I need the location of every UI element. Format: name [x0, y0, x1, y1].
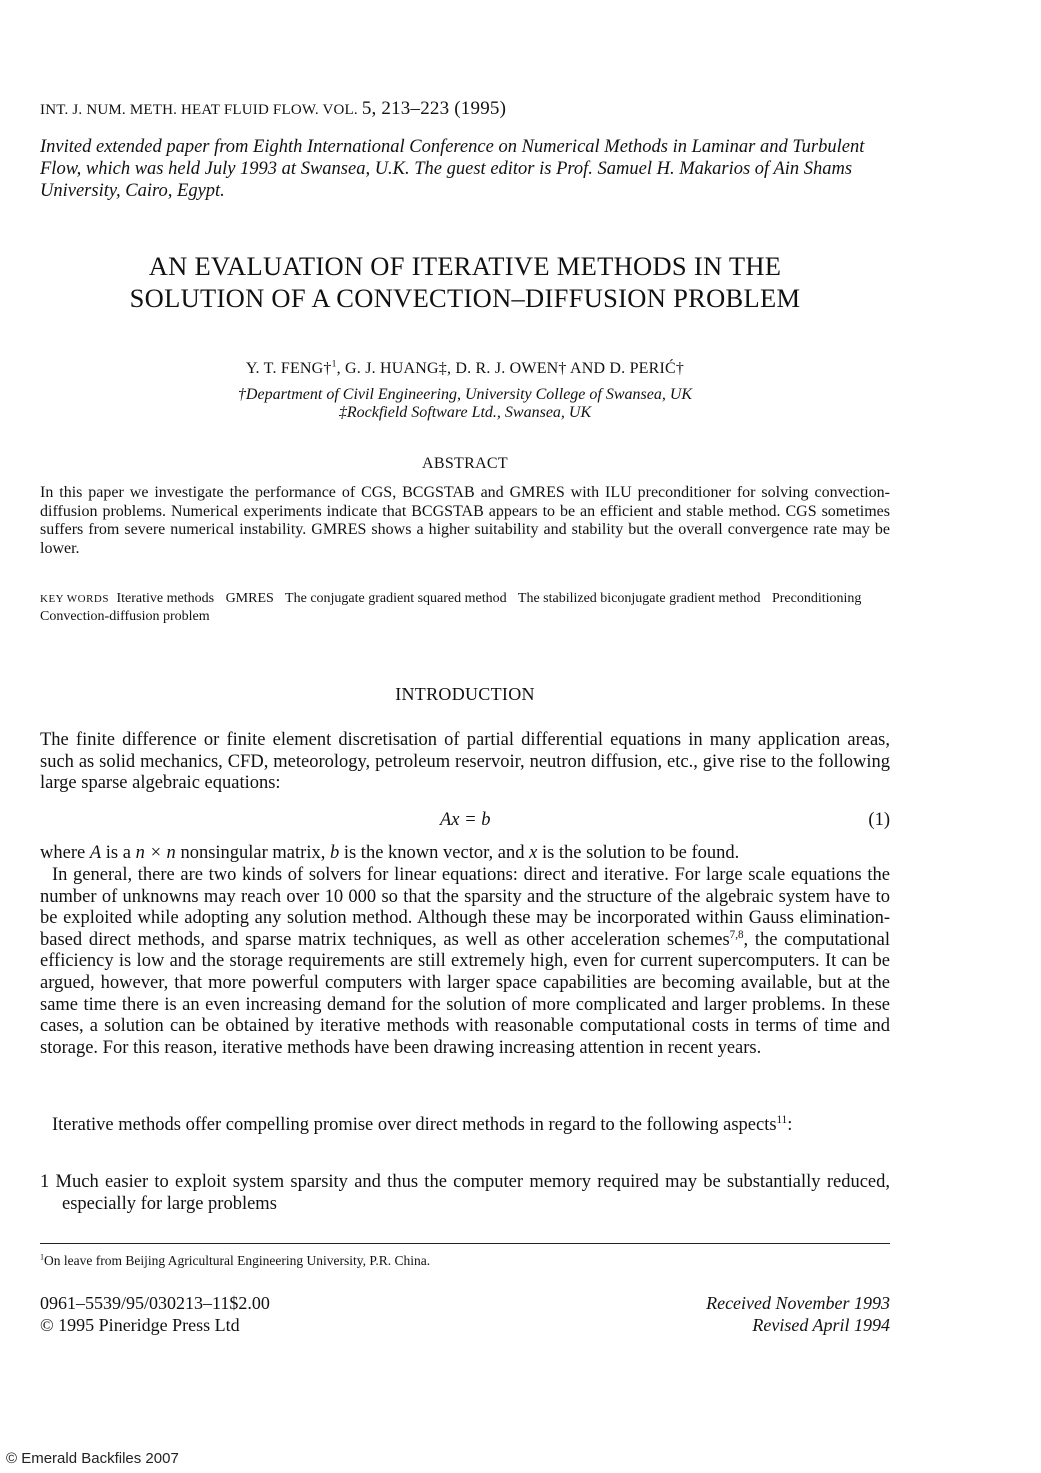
keyword: GMRES — [225, 591, 274, 606]
keyword: Iterative methods — [116, 591, 215, 606]
math-var: b — [329, 843, 340, 863]
citation: 11 — [776, 1113, 788, 1126]
math-var: A — [89, 843, 102, 863]
authors — [40, 360, 890, 378]
text-run: : — [787, 1115, 793, 1135]
text-run: In general, there are two kinds of solvers for linear equations: direct and iterative. For large scale equations the number of unknowns may reach over 10 000 so that the sparsity and the structure of the algebraic system have to be exploited while adopting any solution method. Although these may be incorporated within Gauss elimination-based direct methods, and sparse matrix techniques, as well as other acceleration schemes — [40, 865, 890, 950]
affiliation-swansea: †Department of Civil Engineering, University College of Swansea, UK — [237, 386, 693, 403]
affiliation-rockfield: ‡Rockfield Software Ltd., Swansea, UK — [338, 404, 592, 421]
footnote-mark: 1 — [40, 1252, 45, 1262]
list-item: 1 Much easier to exploit system sparsity and thus the computer memory required may be substantially reduced, especially for large problems — [40, 1172, 890, 1214]
intro-paragraph-4 — [40, 1115, 890, 1137]
footnote-text: On leave from Beijing Agricultural Engineering University, P.R. China. — [44, 1253, 431, 1268]
affiliations — [40, 386, 890, 422]
footnote-divider — [40, 1243, 890, 1244]
revised-date: Revised April 1994 — [752, 1315, 890, 1335]
journal-reference — [40, 98, 506, 120]
paper-title — [40, 250, 890, 314]
intro-paragraph-3 — [40, 865, 890, 1059]
intro-paragraph-1: The finite difference or finite element discretisation of partial differential equations in many application areas, such as solid mechanics, CFD, meteorology, petroleum reservoir, neutron diffusion, etc., give rise to the following large sparse algebraic equations: — [40, 730, 890, 794]
author-1-footnote-mark: 1 — [331, 358, 337, 370]
equation-number: (1) — [868, 810, 890, 830]
math-var: x — [529, 843, 538, 863]
dates — [540, 1292, 890, 1336]
title-line-2: SOLUTION OF A CONVECTION–DIFFUSION PROBLEM — [129, 283, 801, 313]
author-1: Y. T. FENG† — [245, 360, 332, 377]
text-run: is a — [101, 843, 136, 863]
invited-note: Invited extended paper from Eighth International Conference on Numerical Methods in Laminar and Turbulent Flow, which was held July 1993 at Swansea, U.K. The guest editor is Prof. Samuel H. Makarios of Ain Shams University, Cairo, Egypt. — [40, 137, 865, 201]
equation-text: Ax = b — [440, 810, 491, 830]
introduction-heading: INTRODUCTION — [395, 684, 535, 704]
journal-ref-prefix: INT. J. NUM. METH. HEAT FLUID FLOW. VOL. — [40, 102, 358, 118]
footnote — [40, 1253, 890, 1269]
keywords — [40, 590, 890, 625]
keywords-label: KEY WORDS — [40, 593, 109, 605]
copyright: © 1995 Pineridge Press Ltd — [40, 1315, 240, 1335]
journal-ref-volume: 5, 213–223 (1995) — [361, 98, 507, 119]
text-run: is the solution to be found. — [537, 843, 740, 863]
abstract-heading: ABSTRACT — [422, 455, 508, 472]
text-run: , the computational efficiency is low and the storage requirements are still extremely high, even for current supercomputers. It can be argued, however, that more powerful computers with larger space capabilities are becoming available, but at the same time there is an even increasing demand for the solution of more complicated and larger problems. In these cases, a solution can be obtained by iterative methods with reasonable computational costs in terms of time and storage. For this reason, iterative methods have been drawing increasing attention in recent years. — [40, 929, 890, 1058]
title-line-1: AN EVALUATION OF ITERATIVE METHODS IN THE — [148, 251, 782, 281]
publication-info — [40, 1292, 270, 1336]
keyword: Preconditioning — [771, 591, 862, 606]
received-date: Received November 1993 — [706, 1293, 890, 1313]
authors-rest: , G. J. HUANG‡, D. R. J. OWEN† AND D. PERIĆ† — [336, 360, 685, 377]
citation: 7,8 — [729, 928, 744, 941]
abstract-text: In this paper we investigate the performance of CGS, BCGSTAB and GMRES with ILU preconditioner for solving convection-diffusion problems. Numerical experiments indicate that BCGSTAB appears to be an efficient and stable method. CGS sometimes suffers from severe numerical instability. GMRES shows a higher suitability and stability but the overall convergence rate may be lower. — [40, 484, 890, 557]
keyword: Convection-diffusion problem — [40, 609, 210, 624]
watermark: © Emerald Backfiles 2007 — [6, 1450, 179, 1467]
text-run: is the known vector, and — [339, 843, 530, 863]
keyword: The stabilized biconjugate gradient method — [517, 591, 761, 606]
article-code: 0961–5539/95/030213–11$2.00 — [40, 1293, 270, 1313]
intro-paragraph-2 — [40, 843, 890, 865]
text-run: where — [40, 843, 90, 863]
text-run: nonsingular matrix, — [175, 843, 330, 863]
text-run: Iterative methods offer compelling promise over direct methods in regard to the following aspects — [52, 1115, 777, 1135]
math-var: n × n — [135, 843, 176, 863]
keyword: The conjugate gradient squared method — [285, 591, 507, 606]
